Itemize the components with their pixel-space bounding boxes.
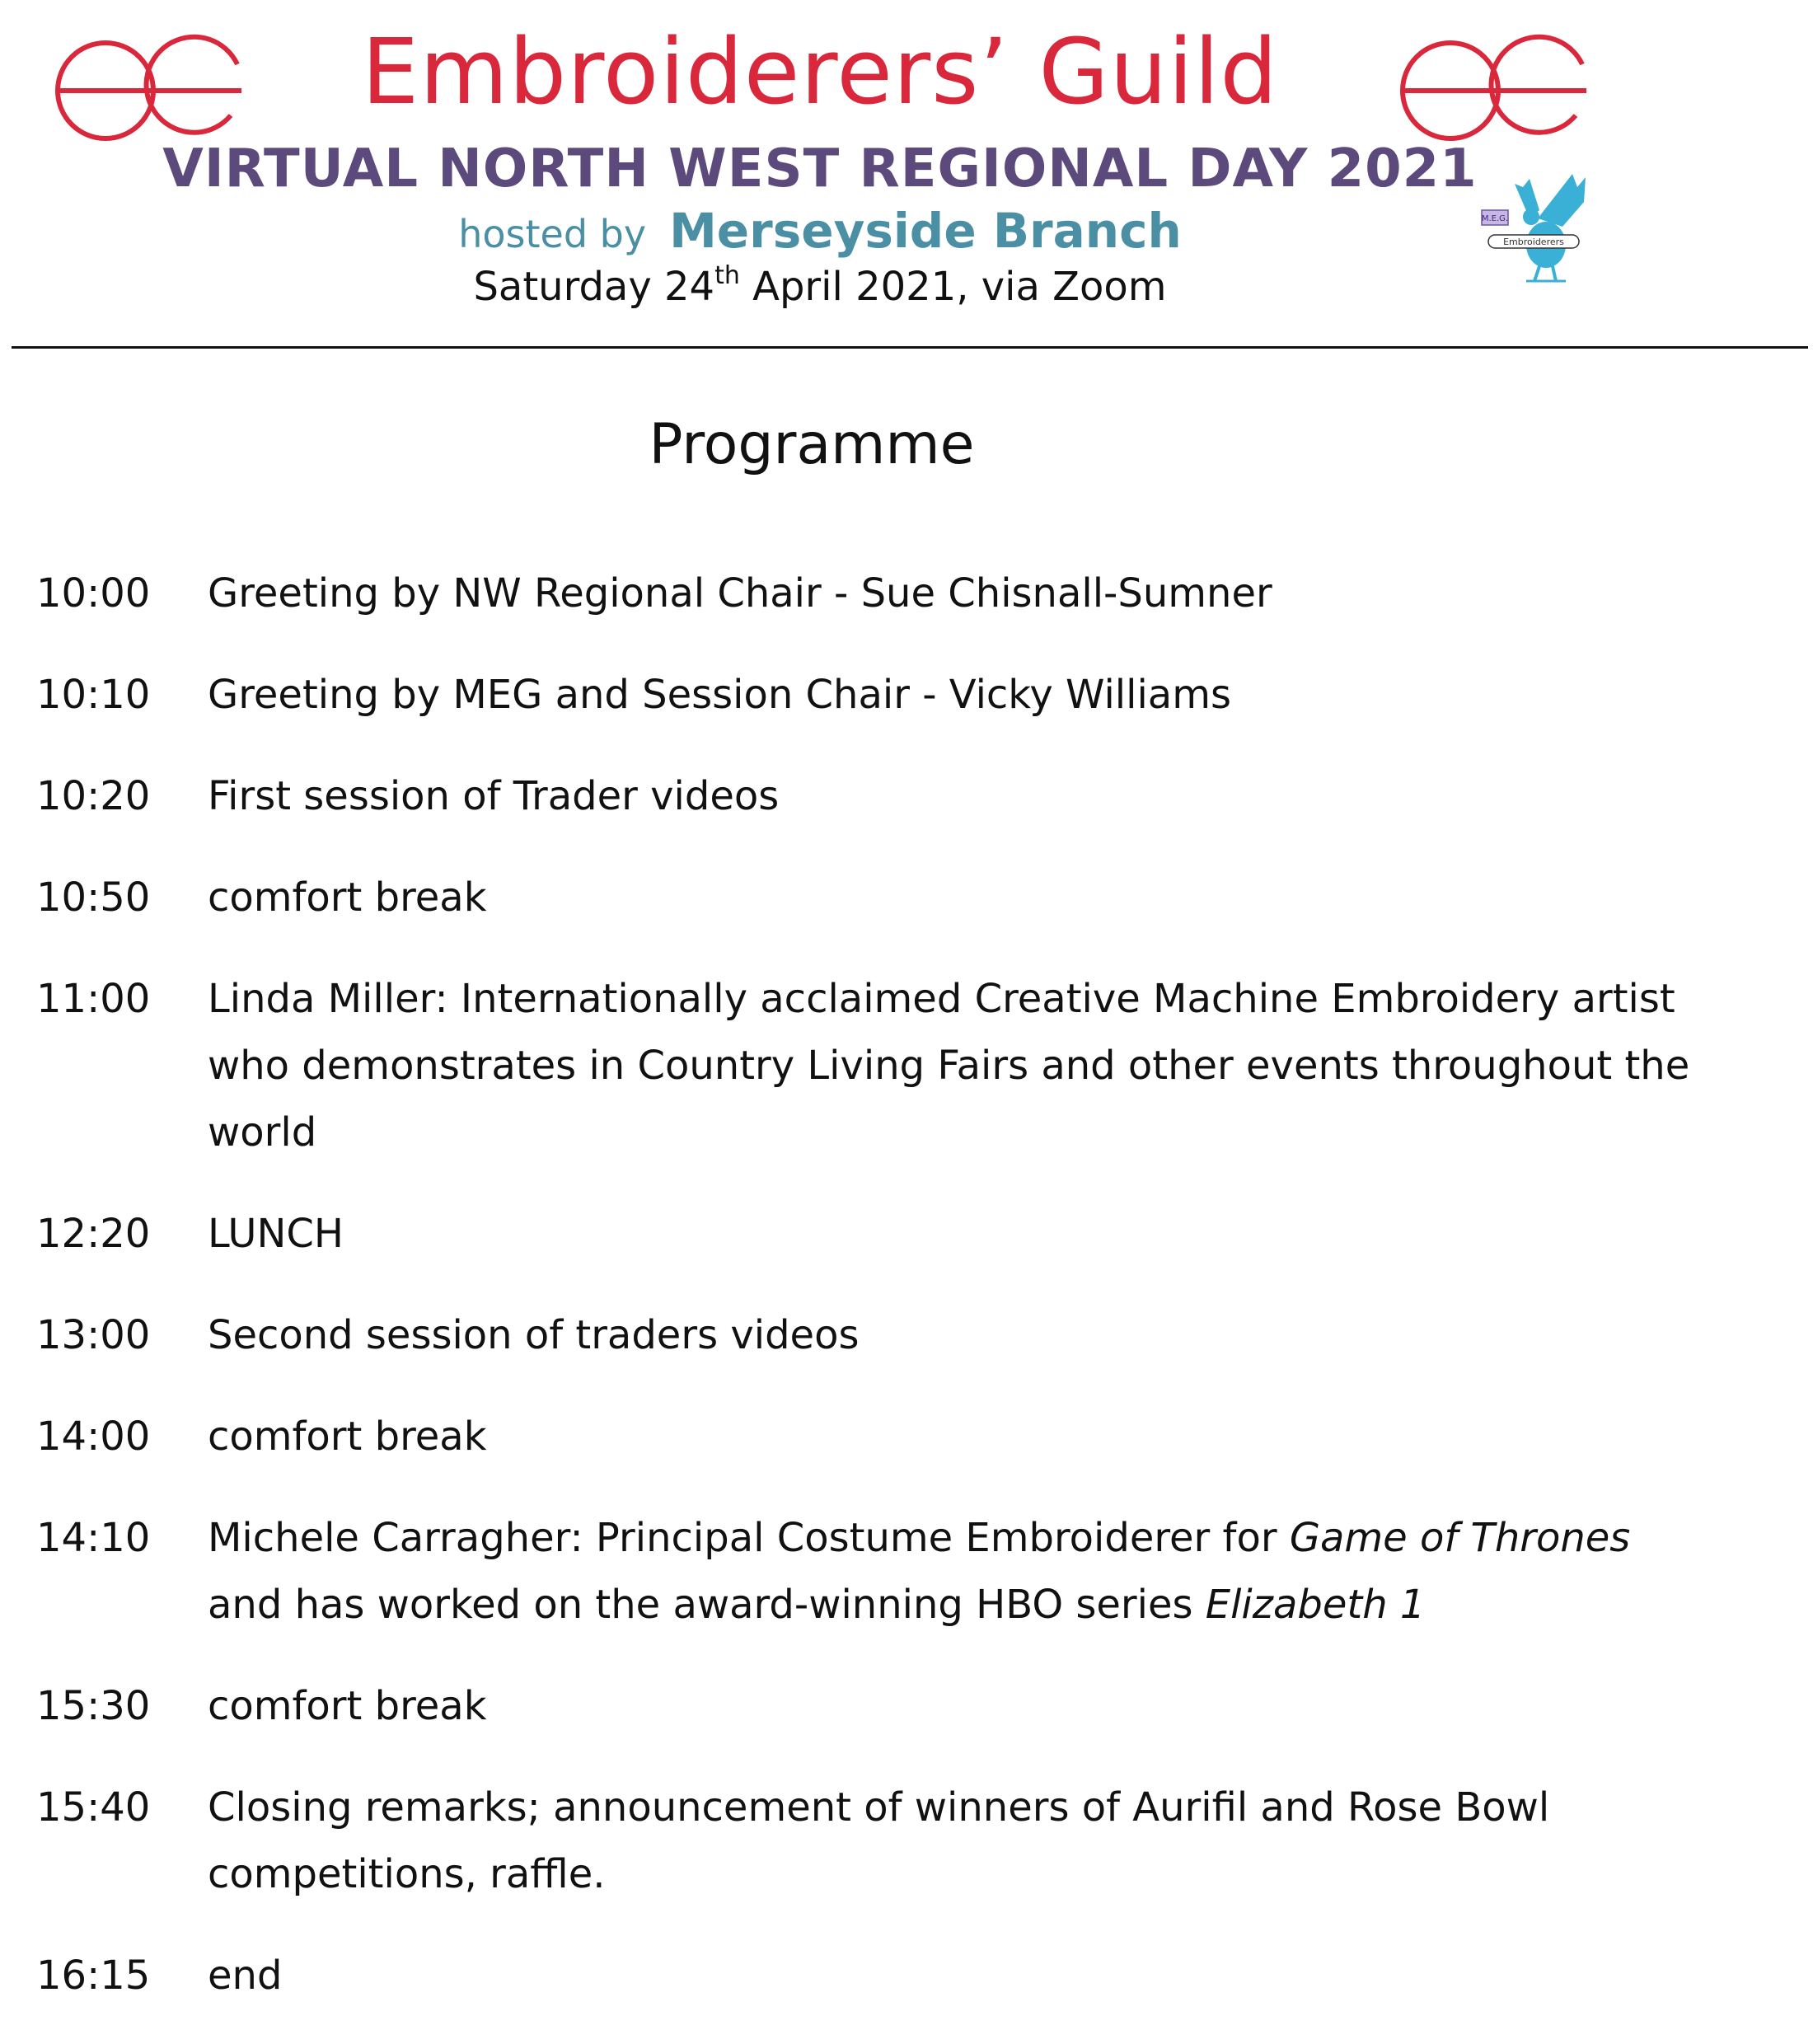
schedule-description: comfort break	[208, 1683, 487, 1729]
schedule-row	[36, 1774, 1775, 1908]
schedule-description	[208, 1505, 1708, 1638]
schedule-description: comfort break	[208, 874, 487, 921]
programme-title-italic: Game of Thrones	[1289, 1515, 1631, 1561]
schedule-time: 10:50	[36, 874, 151, 921]
schedule-row	[36, 560, 1775, 627]
page-title: Embroiderers’ Guild	[361, 19, 1279, 124]
schedule-row	[36, 662, 1775, 729]
programme-heading: Programme	[649, 412, 975, 477]
schedule-description: Second session of traders videos	[208, 1312, 860, 1358]
branch-name: Merseyside Branch	[669, 203, 1182, 259]
schedule-time: 10:00	[36, 570, 151, 616]
programme-schedule	[36, 560, 1775, 2044]
schedule-row	[36, 1404, 1775, 1470]
schedule-row	[36, 1201, 1775, 1268]
schedule-time: 12:20	[36, 1211, 151, 1257]
date-prefix: Saturday 24	[473, 264, 715, 310]
programme-title-italic: Elizabeth 1	[1205, 1582, 1426, 1628]
schedule-row	[36, 1505, 1775, 1638]
schedule-row	[36, 763, 1775, 830]
liver-bird-icon	[1480, 169, 1595, 284]
hosted-by-label: hosted by	[458, 212, 647, 256]
schedule-description: Linda Miller: Internationally acclaimed Creative Machine Embroidery artist who demonstrates in Country Living Fairs and other events throughout the world	[208, 976, 1690, 1156]
badge-embroiderers-text: Embroiderers	[1503, 237, 1564, 247]
schedule-row	[36, 1943, 1775, 2009]
header-divider	[12, 346, 1808, 349]
schedule-row	[36, 1673, 1775, 1740]
schedule-description: end	[208, 1953, 283, 1999]
schedule-description: Closing remarks; announcement of winners of Aurifil and Rose Bowl competitions, raffle.	[208, 1784, 1550, 1897]
description-text: Michele Carragher: Principal Costume Embroiderer for	[208, 1515, 1290, 1561]
badge-meg-text: M.E.G.	[1481, 214, 1509, 223]
schedule-description: Greeting by MEG and Session Chair - Vicky Williams	[208, 672, 1231, 718]
schedule-row	[36, 865, 1775, 931]
schedule-time: 10:10	[36, 672, 151, 718]
schedule-time: 14:00	[36, 1413, 151, 1460]
schedule-description: LUNCH	[208, 1211, 344, 1257]
schedule-time: 15:40	[36, 1784, 151, 1831]
schedule-description: comfort break	[208, 1413, 487, 1460]
date-rest: April 2021, via Zoom	[739, 264, 1167, 310]
schedule-time: 10:20	[36, 773, 151, 819]
schedule-row	[36, 966, 1775, 1166]
schedule-time: 15:30	[36, 1683, 151, 1729]
schedule-time: 16:15	[36, 1953, 151, 1999]
date-ordinal: th	[714, 261, 740, 290]
schedule-row	[36, 1302, 1775, 1369]
schedule-description: Greeting by NW Regional Chair - Sue Chisnall-Sumner	[208, 570, 1272, 616]
description-text: and has worked on the award-winning HBO series	[208, 1582, 1206, 1628]
event-date	[0, 261, 1640, 310]
event-subtitle: VIRTUAL NORTH WEST REGIONAL DAY 2021	[162, 138, 1478, 199]
schedule-description: First session of Trader videos	[208, 773, 780, 819]
hosted-by-line	[0, 203, 1640, 259]
schedule-time: 11:00	[36, 976, 151, 1022]
schedule-time: 13:00	[36, 1312, 151, 1358]
schedule-time: 14:10	[36, 1515, 151, 1561]
